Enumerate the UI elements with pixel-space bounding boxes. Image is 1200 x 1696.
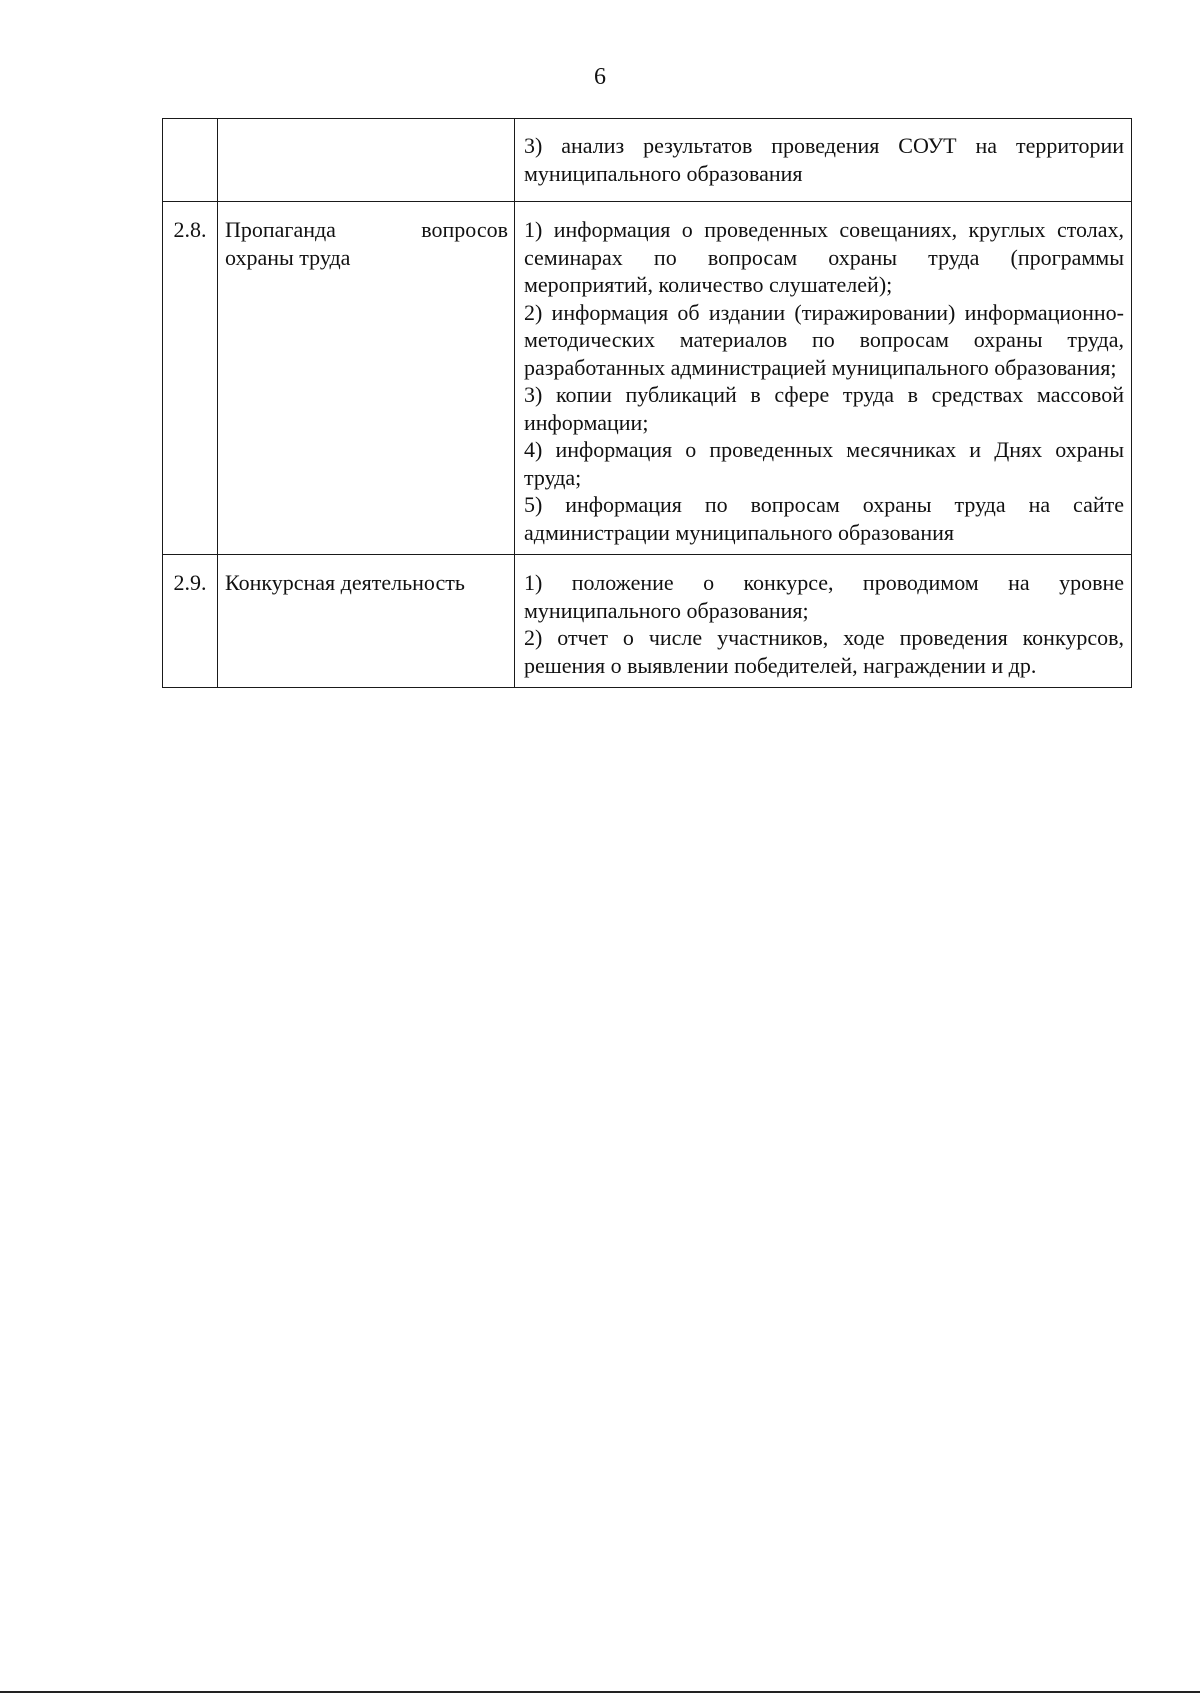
row-number-cell: 2.8. xyxy=(163,202,218,555)
row-documents-cell xyxy=(515,202,1132,555)
document-item: 5) информация по вопросам охраны труда на сайте администрации муниципального образования xyxy=(524,492,1124,545)
document-item: 2) информация об издании (тиражировании) информационно-методических материалов по вопросам охраны труда, разработанных администрацией муниципального образования; xyxy=(524,299,1124,380)
document-item: 2) отчет о числе участников, ходе проведения конкурсов, решения о выявлении победителей, награждении и др. xyxy=(524,625,1124,678)
document-item: 4) информация о проведенных месячниках и Днях охраны труда; xyxy=(524,437,1124,490)
row-number-cell xyxy=(163,119,218,202)
row-documents-cell xyxy=(515,119,1132,202)
row-name-cell xyxy=(218,202,515,555)
requirements-table xyxy=(162,118,1132,688)
row-name-rest: охраны труда xyxy=(225,244,351,270)
document-item: 1) положение о конкурсе, проводимом на уровне муниципального образования; xyxy=(524,570,1124,623)
row-documents-cell xyxy=(515,555,1132,688)
document-item: 1) информация о проведенных совещаниях, круглых столах, семинарах по вопросам охраны труда (программы мероприятий, количество слушателей); xyxy=(524,217,1124,297)
document-item: 3) копии публикаций в сфере труда в средствах массовой информации; xyxy=(524,382,1124,435)
page-bottom-rule xyxy=(0,1691,1200,1693)
table-row xyxy=(163,202,1132,555)
row-name-word: вопросов xyxy=(421,217,508,242)
table-row xyxy=(163,555,1132,688)
row-name-word: Пропаганда xyxy=(225,217,336,242)
table-row xyxy=(163,119,1132,202)
row-name-cell: Конкурсная деятельность xyxy=(218,555,515,688)
document-item: 3) анализ результатов проведения СОУТ на территории муниципального образования xyxy=(524,133,1124,186)
row-number-cell: 2.9. xyxy=(163,555,218,688)
row-name-first-line xyxy=(225,216,508,244)
page-number: 6 xyxy=(594,64,606,90)
row-name-cell xyxy=(218,119,515,202)
